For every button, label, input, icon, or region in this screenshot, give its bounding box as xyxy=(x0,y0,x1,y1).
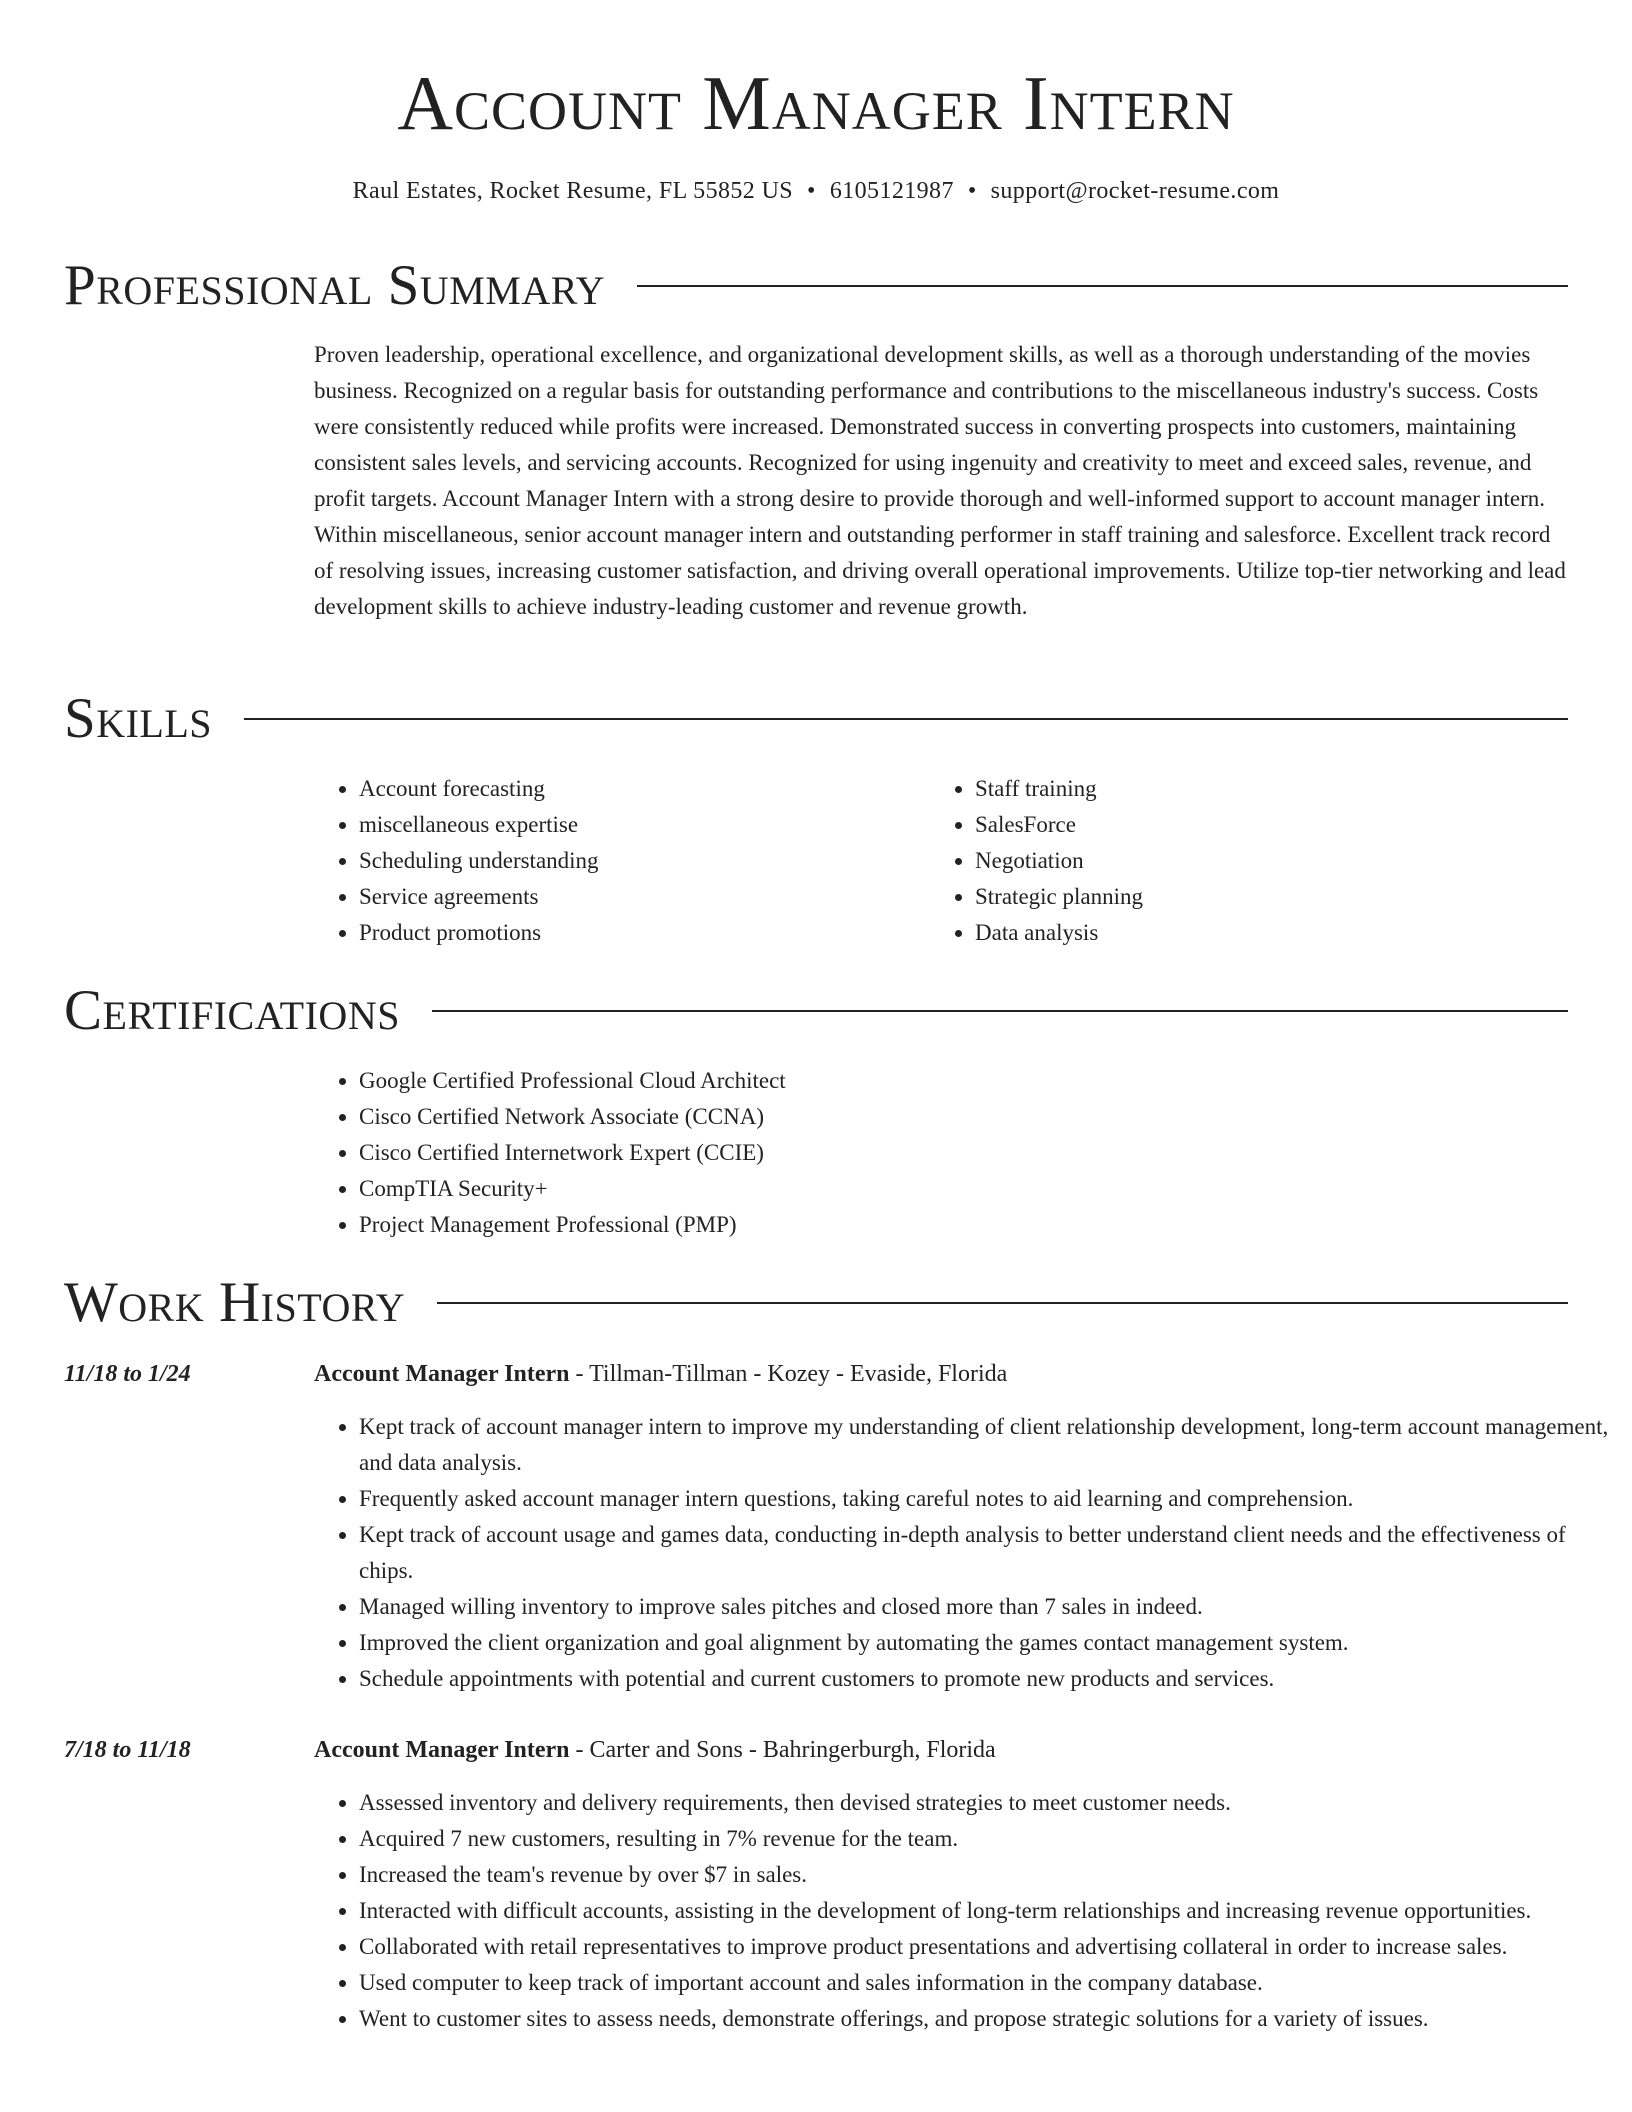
job-bullet: • Went to customer sites to assess needs, demonstrate offerings, and propose strategic solutions for a variety of issues. xyxy=(359,2001,1611,2037)
skills-section-heading xyxy=(64,684,1568,754)
job-bullet: • Assessed inventory and delivery requirements, then devised strategies to meet customer needs. xyxy=(359,1785,1611,1821)
certification-item: • CompTIA Security+ xyxy=(359,1171,1559,1207)
certification-item: • Cisco Certified Internetwork Expert (CCIE) xyxy=(359,1135,1559,1171)
job-bullet: • Schedule appointments with potential and current customers to promote new products and services. xyxy=(359,1661,1611,1697)
job-bullet: • Kept track of account usage and games data, conducting in-depth analysis to better understand client needs and the effectiveness of chips. xyxy=(359,1517,1611,1589)
skill-item: • Strategic planning xyxy=(975,879,1575,915)
skill-item: • Negotiation xyxy=(975,843,1575,879)
summary-heading: Professional Summary xyxy=(64,254,606,317)
job-bullet: • Interacted with difficult accounts, assisting in the development of long-term relationships and increasing revenue opportunities. xyxy=(359,1893,1611,1929)
skills-list-left xyxy=(314,771,919,951)
job-company: - Carter and Sons - Bahringerburgh, Florida xyxy=(569,1737,996,1763)
skill-item: • Product promotions xyxy=(359,915,919,951)
skill-item: • miscellaneous expertise xyxy=(359,807,919,843)
skill-item: • Scheduling understanding xyxy=(359,843,919,879)
certifications-section-heading xyxy=(64,976,1568,1046)
section-divider xyxy=(244,718,1568,720)
job-bullet: • Frequently asked account manager intern questions, taking careful notes to aid learning and comprehension. xyxy=(359,1481,1611,1517)
skill-item: • Service agreements xyxy=(359,879,919,915)
skills-list-right xyxy=(930,771,1575,951)
job-dates: 7/18 to 11/18 xyxy=(64,1737,191,1763)
work-history-section-heading xyxy=(64,1268,1568,1338)
section-divider xyxy=(437,1302,1568,1304)
skill-item: • Staff training xyxy=(975,771,1575,807)
job-bullet: • Increased the team's revenue by over $7 in sales. xyxy=(359,1857,1611,1893)
job-header xyxy=(314,1356,1007,1392)
contact-phone: 6105121987 xyxy=(829,178,954,204)
summary-text: Proven leadership, operational excellence, and organizational development skills, as well as a thorough understanding of the movies business. Recognized on a regular basis for outstanding performance and contributions to the miscellaneous industry's success. Costs were consistently reduced while profits were increased. Demonstrated success in converting prospects into customers, maintaining consistent sales levels, and servicing accounts. Recognized for using ingenuity and creativity to meet and exceed sales, revenue, and profit targets. Account Manager Intern with a strong desire to provide thorough and well-informed support to account manager intern. Within miscellaneous, senior account manager intern and outstanding performer in staff training and salesforce. Excellent track record of resolving issues, increasing customer satisfaction, and driving overall operational improvements. Utilize top-tier networking and lead development skills to achieve industry-leading customer and revenue growth. xyxy=(314,342,1566,619)
section-divider xyxy=(637,285,1568,287)
contact-line xyxy=(0,174,1632,208)
job-bullet: • Improved the client organization and goal alignment by automating the games contact management system. xyxy=(359,1625,1611,1661)
job-title: Account Manager Intern xyxy=(314,1737,570,1763)
job-bullet: • Acquired 7 new customers, resulting in 7% revenue for the team. xyxy=(359,1821,1611,1857)
job-bullets xyxy=(314,1409,1611,1697)
job-bullet: • Kept track of account manager intern to improve my understanding of client relationship development, long-term account management, and data analysis. xyxy=(359,1409,1611,1481)
contact-email: support@rocket-resume.com xyxy=(990,178,1280,204)
certification-item: • Project Management Professional (PMP) xyxy=(359,1207,1559,1243)
summary-section-heading xyxy=(64,251,1568,321)
certification-item: • Cisco Certified Network Associate (CCNA) xyxy=(359,1099,1559,1135)
work-history-heading: Work History xyxy=(64,1271,406,1334)
certifications-heading: Certifications xyxy=(64,979,400,1042)
job-company: - Tillman-Tillman - Kozey - Evaside, Florida xyxy=(569,1361,1008,1387)
job-bullet: • Collaborated with retail representatives to improve product presentations and advertising collateral in order to increase sales. xyxy=(359,1929,1611,1965)
skill-item: • Data analysis xyxy=(975,915,1575,951)
contact-separator: • xyxy=(807,178,816,204)
job-title: Account Manager Intern xyxy=(314,1361,570,1387)
job-bullets xyxy=(314,1785,1611,2037)
job-bullet: • Managed willing inventory to improve sales pitches and closed more than 7 sales in indeed. xyxy=(359,1589,1611,1625)
contact-address: Raul Estates, Rocket Resume, FL 55852 US xyxy=(352,178,794,204)
certification-item: • Google Certified Professional Cloud Architect xyxy=(359,1063,1559,1099)
skills-heading: Skills xyxy=(64,687,213,750)
skill-item: • SalesForce xyxy=(975,807,1575,843)
resume-title: Account Manager Intern xyxy=(397,60,1235,146)
skill-item: • Account forecasting xyxy=(359,771,919,807)
job-dates: 11/18 to 1/24 xyxy=(64,1361,191,1387)
certifications-list xyxy=(314,1063,1559,1243)
contact-separator: • xyxy=(967,178,977,204)
job-bullet: • Used computer to keep track of important account and sales information in the company database. xyxy=(359,1965,1611,2001)
section-divider xyxy=(432,1010,1568,1012)
job-header xyxy=(314,1732,996,1768)
